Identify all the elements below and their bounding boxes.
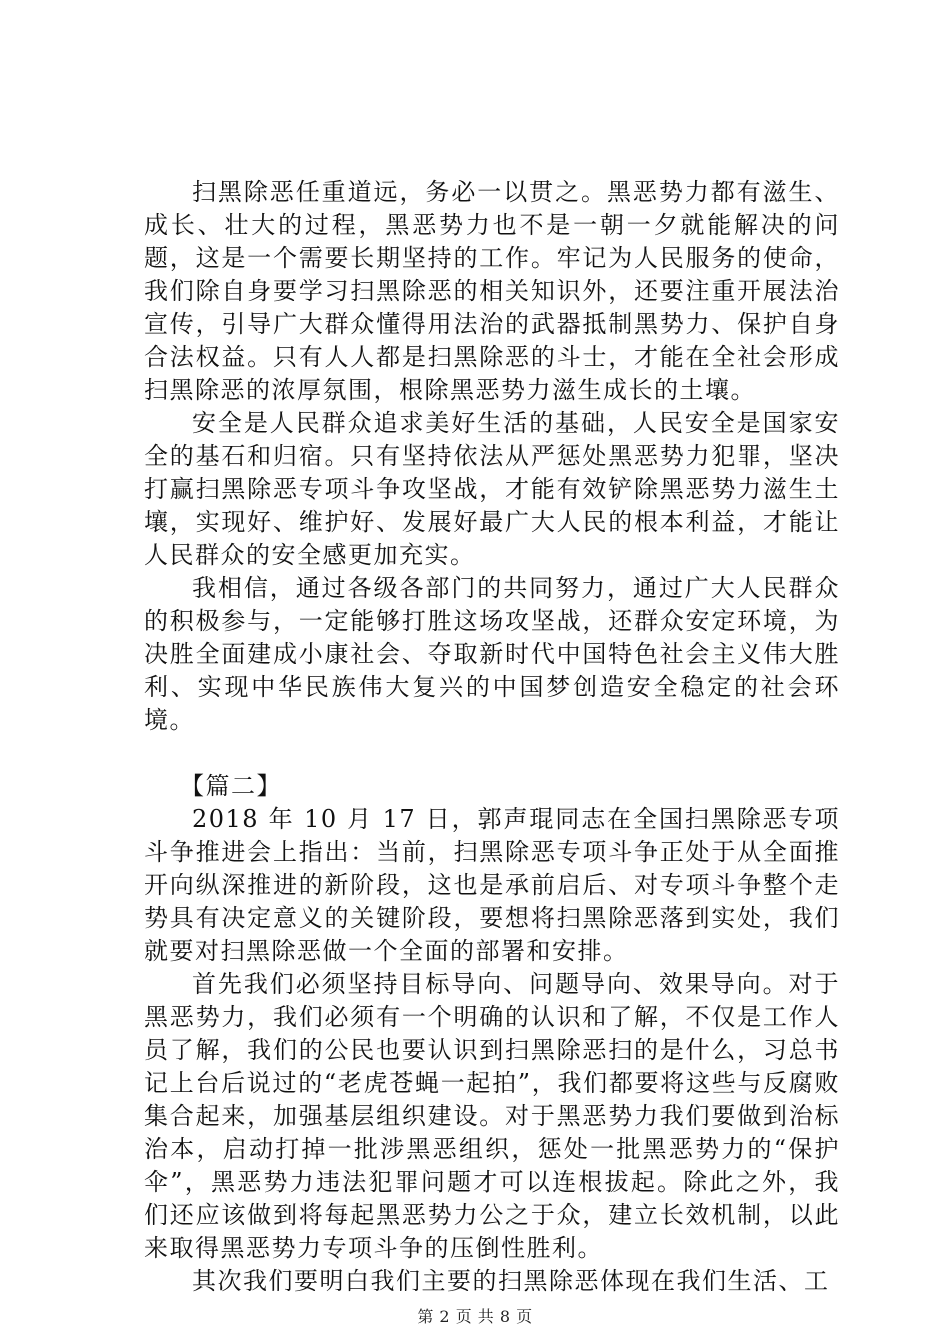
paragraph: 安全是人民群众追求美好生活的基础，人民安全是国家安全的基石和归宿。只有坚持依法从严惩处黑恶势力犯罪，坚决打赢扫黑除恶专项斗争攻坚战，才能有效铲除黑恶势力滋生土壤，实现好、维护好、发展好最广大人民的根本利益，才能让人民群众的安全感更加充实。: [144, 409, 840, 569]
paragraph: 扫黑除恶任重道远，务必一以贯之。黑恶势力都有滋生、成长、壮大的过程，黑恶势力也不是一朝一夕就能解决的问题，这是一个需要长期坚持的工作。牢记为人民服务的使命，我们除自身要学习扫黑除恶的相关知识外，还要注重开展法治宣传，引导广大群众懂得用法治的武器抵制黑势力、保护自身合法权益。只有人人都是扫黑除恶的斗士，才能在全社会形成扫黑除恶的浓厚氛围，根除黑恶势力滋生成长的土壤。: [144, 178, 840, 404]
paragraph: 2018 年 10 月 17 日，郭声琨同志在全国扫黑除恶专项斗争推进会上指出：当前，扫黑除恶专项斗争正处于从全面推开向纵深推进的新阶段，这也是承前启后、对专项斗争整个走势具有决定意义的关键阶段，要想将扫黑除恶落到实处，我们就要对扫黑除恶做一个全面的部署和安排。: [144, 805, 840, 965]
section-heading: 【篇二】: [180, 772, 282, 800]
paragraph: 其次我们要明白我们主要的扫黑除恶体现在我们生活、工: [192, 1267, 830, 1295]
paragraph: 首先我们必须坚持目标导向、问题导向、效果导向。对于黑恶势力，我们必须有一个明确的认识和了解，不仅是工作人员了解，我们的公民也要认识到扫黑除恶扫的是什么，习总书记上台后说过的“老虎苍蝇一起拍”，我们都要将这些与反腐败集合起来，加强基层组织建设。对于黑恶势力我们要做到治标治本，启动打掉一批涉黑恶组织，惩处一批黑恶势力的“保护伞”，黑恶势力违法犯罪问题才可以连根拔起。除此之外，我们还应该做到将每起黑恶势力公之于众，建立长效机制，以此来取得黑恶势力专项斗争的压倒性胜利。: [144, 970, 840, 1262]
paragraph: 我相信，通过各级各部门的共同努力，通过广大人民群众的积极参与，一定能够打胜这场攻坚战，还群众安定环境，为决胜全面建成小康社会、夺取新时代中国特色社会主义伟大胜利、实现中华民族伟大复兴的中国梦创造安全稳定的社会环境。: [144, 574, 840, 734]
page-number-footer: 第 2 页 共 8 页: [417, 1307, 533, 1326]
document-body: [144, 176, 840, 1298]
section-spacer: [144, 737, 840, 770]
